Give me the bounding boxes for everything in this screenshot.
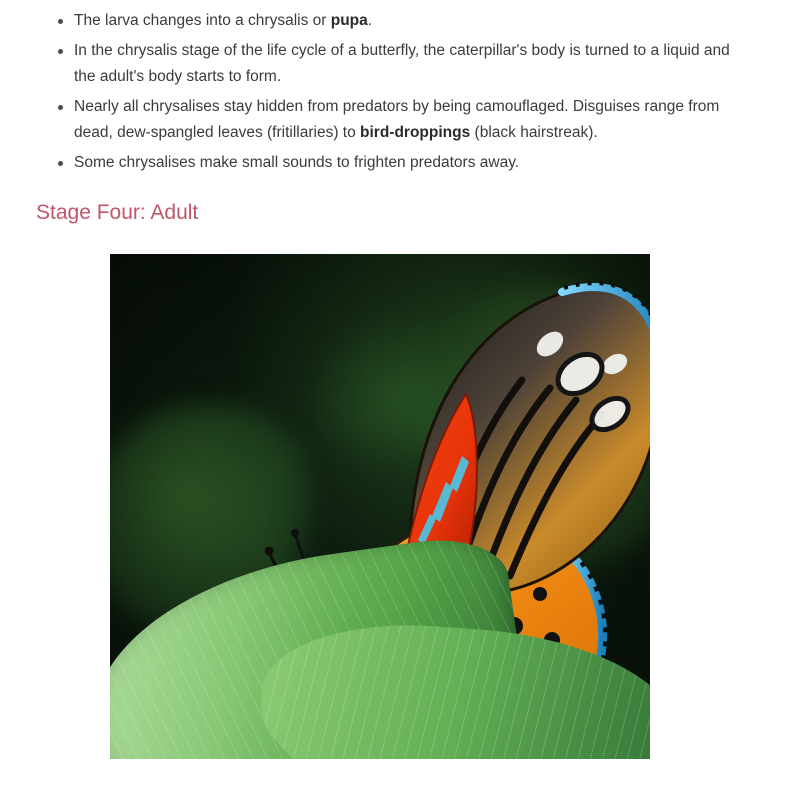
chrysalis-facts-list	[56, 8, 793, 176]
list-item-text: Some chrysalises make small sounds to frighten predators away.	[74, 154, 520, 171]
photo-background	[110, 254, 650, 759]
list-item	[56, 150, 734, 176]
list-item-text: In the chrysalis stage of the life cycle of a butterfly, the caterpillar's body is turned to a liquid and the adult's body starts to form.	[74, 42, 730, 85]
list-item	[56, 38, 734, 90]
butterfly-figure	[110, 254, 650, 759]
bullet-list-container	[0, 0, 793, 176]
list-item-text: Nearly all chrysalises stay hidden from predators by being camouflaged. Disguises range from dead, dew-spangled leaves (fritillaries) to bird-droppings (black hairstreak).	[74, 98, 720, 141]
section-heading-stage-four: Stage Four: Adult	[36, 201, 199, 224]
list-item	[56, 8, 734, 34]
list-item-text: The larva changes into a chrysalis or pupa.	[74, 12, 373, 29]
list-item	[56, 94, 734, 146]
